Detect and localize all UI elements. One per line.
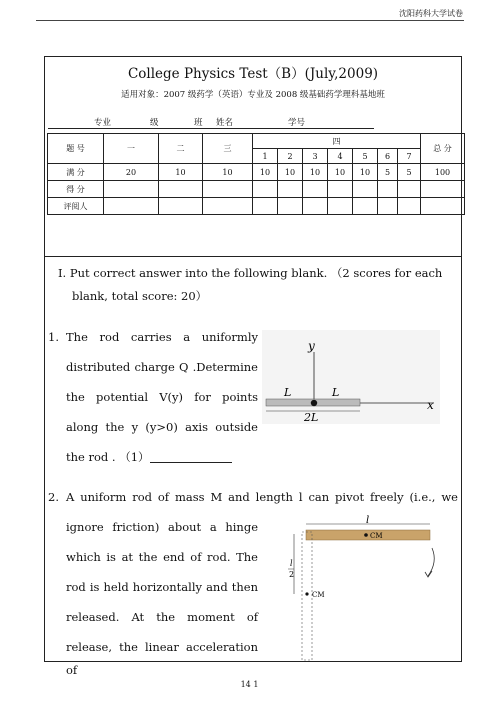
q1-line: the potential V(y) for points xyxy=(66,390,258,404)
exam-subtitle: 适用对象：2007 级药学（英语）专业及 2008 级基础药学理科基地班 xyxy=(121,90,385,100)
grader-cell[interactable] xyxy=(159,198,203,215)
grader-cell[interactable] xyxy=(104,198,159,215)
q1-last-line-text: the rod . （1） xyxy=(66,450,150,464)
obtained-score-cell[interactable] xyxy=(421,181,465,198)
sub-number: 5 xyxy=(353,149,378,164)
q1-answer-blank[interactable] xyxy=(150,450,232,463)
q2-number-label: 2. xyxy=(48,490,59,504)
obtained-score-cell[interactable] xyxy=(278,181,303,198)
total-header: 总 分 xyxy=(421,134,465,164)
q2-line: rod is held horizontally and then xyxy=(66,580,258,594)
full-score-cell: 100 xyxy=(421,164,465,181)
rod-figure xyxy=(262,330,440,424)
full-score-cell: 10 xyxy=(353,164,378,181)
horizontal-rod xyxy=(306,530,430,540)
grader-cell[interactable] xyxy=(421,198,465,215)
length-label: l xyxy=(366,515,370,526)
name-label: 姓名 xyxy=(216,118,234,128)
q1-line: distributed charge Q .Determine xyxy=(66,360,258,374)
q1-number: 1. xyxy=(48,330,59,344)
header-rule xyxy=(36,20,464,21)
grader-cell[interactable] xyxy=(378,198,398,215)
page-number: 14 1 xyxy=(240,680,259,689)
sub-number: 2 xyxy=(278,149,303,164)
obtained-score-cell[interactable] xyxy=(159,181,203,198)
id-label: 学号 xyxy=(288,118,306,128)
full-score-cell: 10 xyxy=(203,164,253,181)
full-score-cell: 20 xyxy=(104,164,159,181)
score-table xyxy=(47,133,465,215)
q2-line: A uniform rod of mass M and length l can pivot freely (i.e., we xyxy=(66,490,458,504)
grader-cell[interactable] xyxy=(278,198,303,215)
obtained-score-cell[interactable] xyxy=(328,181,353,198)
origin-dot xyxy=(311,400,317,406)
obtained-score-cell[interactable] xyxy=(378,181,398,198)
q1-line: along the y (y>0) axis outside xyxy=(66,420,258,434)
section1-heading-line1: I. Put correct answer into the following blank. （2 scores for each xyxy=(58,266,443,280)
grader-cell[interactable] xyxy=(353,198,378,215)
grader-cell[interactable] xyxy=(253,198,278,215)
q1-last-line xyxy=(66,446,232,469)
q2-line: released. At the moment of xyxy=(66,610,258,624)
section-4-header: 四 xyxy=(253,134,421,149)
left-length-label: L xyxy=(284,386,292,399)
x-axis-label: x xyxy=(427,398,434,412)
full-score-cell: 5 xyxy=(378,164,398,181)
grader-cell[interactable] xyxy=(203,198,253,215)
obtained-score-cell[interactable] xyxy=(253,181,278,198)
class-label: 班 xyxy=(194,118,203,128)
q2-line: which is at the end of rod. The xyxy=(66,550,258,564)
exam-title: College Physics Test（B）(July,2009) xyxy=(127,66,379,82)
cm-label-vertical: CM xyxy=(312,591,325,599)
half-length-numerator: l xyxy=(290,559,293,568)
full-score-cell: 10 xyxy=(328,164,353,181)
obtained-score-cell[interactable] xyxy=(303,181,328,198)
half-length-denominator: 2 xyxy=(289,570,295,579)
row-label-obtained: 得 分 xyxy=(48,181,104,198)
vertical-rod-outline xyxy=(302,532,312,660)
section-divider xyxy=(44,256,461,257)
section1-heading-line2: blank, total score: 20） xyxy=(72,289,208,303)
section1-heading xyxy=(58,262,450,308)
cm-dot-vertical xyxy=(305,592,308,595)
right-length-label: L xyxy=(332,386,340,399)
full-score-cell: 10 xyxy=(253,164,278,181)
full-score-cell: 10 xyxy=(278,164,303,181)
section-2-header: 二 xyxy=(159,134,203,164)
pivot-rod-figure xyxy=(278,512,450,662)
school-header: 沈阳药科大学试卷 xyxy=(399,9,463,18)
grader-cell[interactable] xyxy=(303,198,328,215)
sub-number: 4 xyxy=(328,149,353,164)
student-info-underline xyxy=(48,128,374,129)
sub-number: 6 xyxy=(378,149,398,164)
section-1-header: 一 xyxy=(104,134,159,164)
major-label: 专业 xyxy=(94,118,112,128)
grader-cell[interactable] xyxy=(328,198,353,215)
row-label-full-score: 满 分 xyxy=(48,164,104,181)
full-score-cell: 10 xyxy=(303,164,328,181)
obtained-score-cell[interactable] xyxy=(353,181,378,198)
full-score-cell: 5 xyxy=(398,164,421,181)
row-label-grader: 评阅人 xyxy=(48,198,104,215)
obtained-score-cell[interactable] xyxy=(203,181,253,198)
rotation-arrow-head xyxy=(425,571,432,577)
cm-dot-horizontal xyxy=(364,533,368,537)
grade-label: 级 xyxy=(150,118,159,128)
sub-number: 3 xyxy=(303,149,328,164)
row-label-number: 题 号 xyxy=(48,134,104,164)
q2-line: ignore friction) about a hinge xyxy=(66,520,258,534)
full-score-cell: 10 xyxy=(159,164,203,181)
sub-number: 1 xyxy=(253,149,278,164)
total-length-label: 2L xyxy=(304,411,319,424)
section-3-header: 三 xyxy=(203,134,253,164)
obtained-score-cell[interactable] xyxy=(398,181,421,198)
grader-cell[interactable] xyxy=(398,198,421,215)
q2-line: release, the linear acceleration of xyxy=(66,640,258,677)
obtained-score-cell[interactable] xyxy=(104,181,159,198)
sub-number: 7 xyxy=(398,149,421,164)
q1-line: The rod carries a uniformly xyxy=(66,330,258,344)
y-axis-label: y xyxy=(308,339,315,353)
cm-label-horizontal: CM xyxy=(370,532,383,540)
